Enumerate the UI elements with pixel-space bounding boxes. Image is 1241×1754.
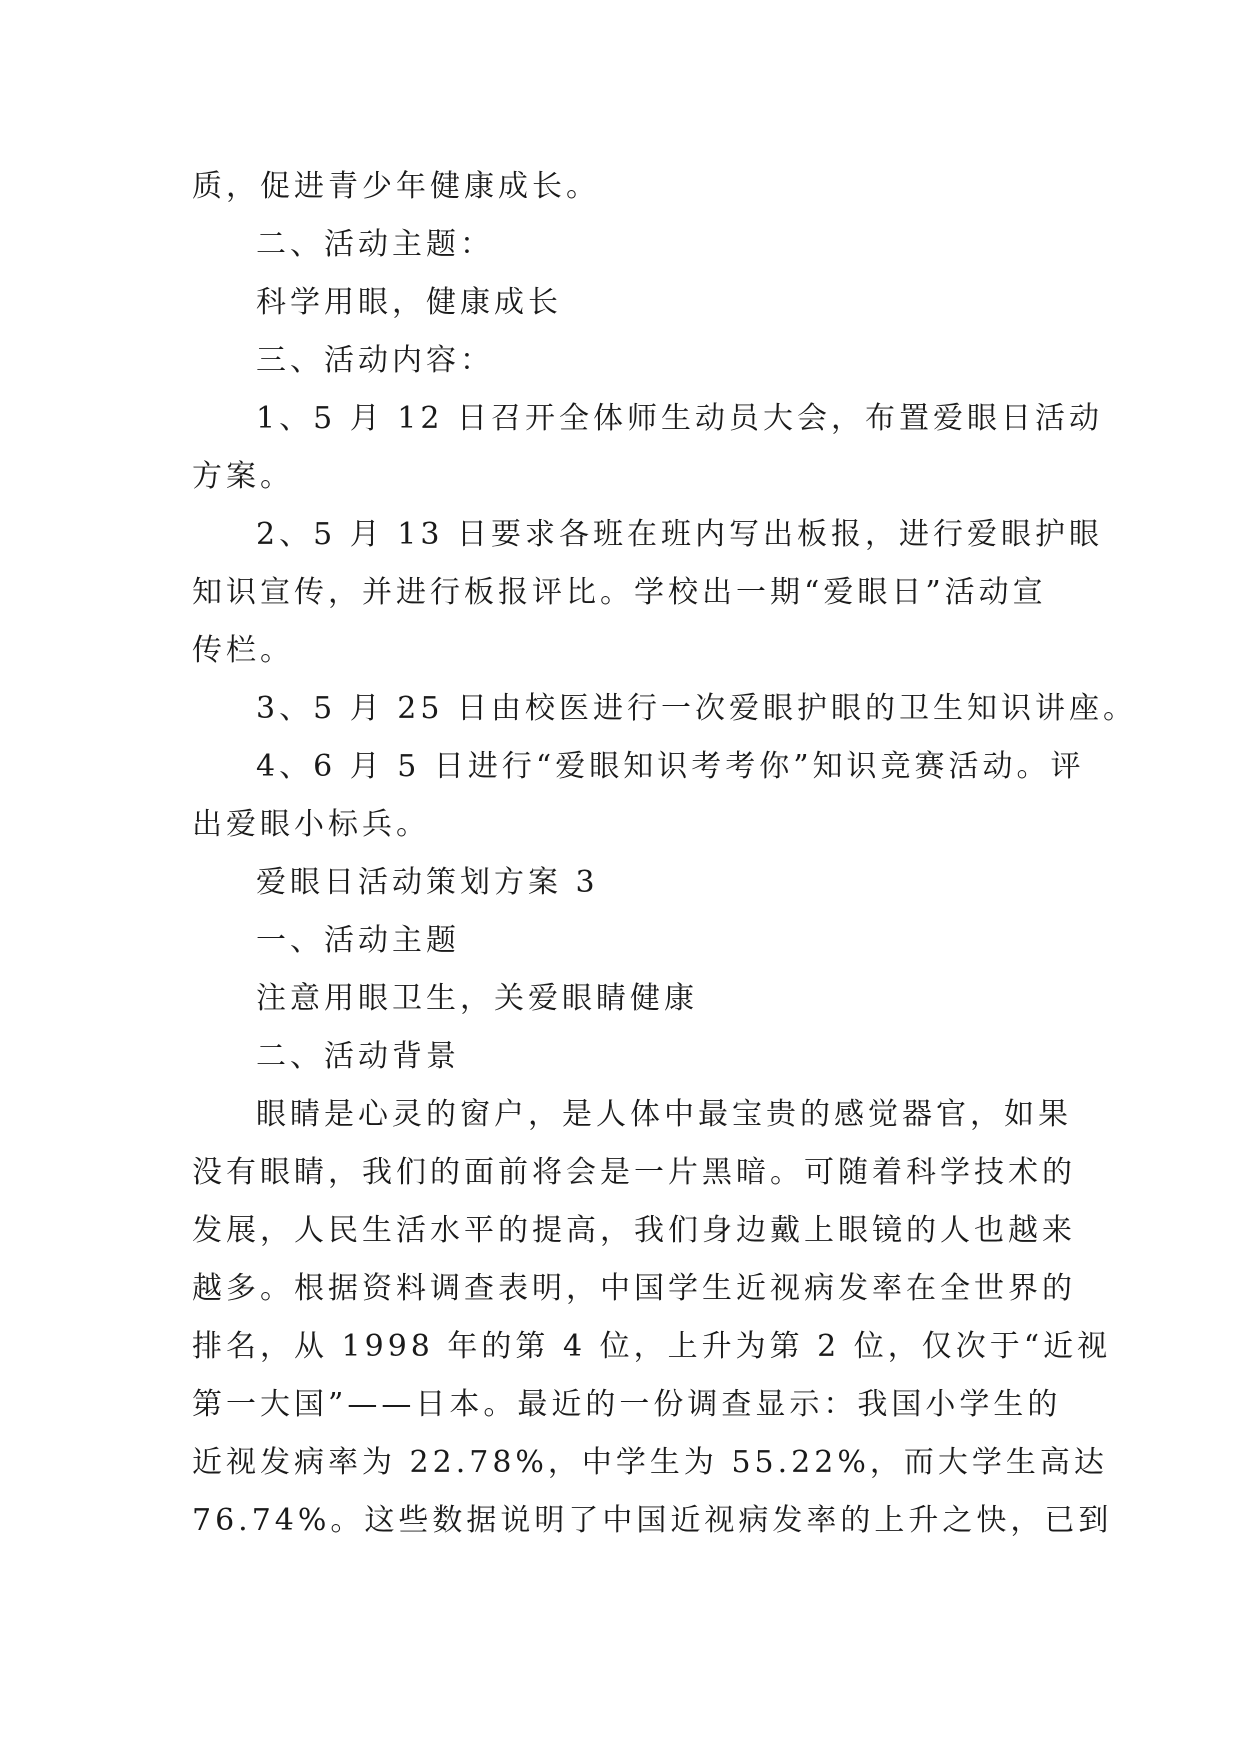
text-line: 质，促进青少年健康成长。 <box>192 169 600 204</box>
text-line: 科学用眼，健康成长 <box>256 285 562 320</box>
text-line: 4、6 月 5 日进行“爱眼知识考考你”知识竞赛活动。评 <box>256 749 1085 784</box>
text-line: 注意用眼卫生，关爱眼睛健康 <box>256 981 698 1016</box>
text-line: 没有眼睛，我们的面前将会是一片黑暗。可随着科学技术的 <box>192 1155 1076 1190</box>
document-body <box>192 158 1137 1550</box>
text-line: 排名，从 1998 年的第 4 位，上升为第 2 位，仅次于“近视 <box>192 1329 1112 1364</box>
text-line: 第一大国”——日本。最近的一份调查显示：我国小学生的 <box>192 1387 1062 1422</box>
text-line: 方案。 <box>192 459 294 494</box>
text-line: 二、活动主题： <box>256 227 494 262</box>
text-line: 3、5 月 25 日由校医进行一次爱眼护眼的卫生知识讲座。 <box>256 691 1137 726</box>
text-line: 爱眼日活动策划方案 3 <box>256 865 599 900</box>
text-line: 眼睛是心灵的窗户，是人体中最宝贵的感觉器官，如果 <box>256 1097 1072 1132</box>
text-line: 2、5 月 13 日要求各班在班内写出板报，进行爱眼护眼 <box>256 517 1103 552</box>
text-line: 传栏。 <box>192 633 294 668</box>
text-line: 一、活动主题 <box>256 923 460 958</box>
text-line: 知识宣传，并进行板报评比。学校出一期“爱眼日”活动宣 <box>192 575 1047 610</box>
text-line: 发展，人民生活水平的提高，我们身边戴上眼镜的人也越来 <box>192 1213 1076 1248</box>
text-line: 越多。根据资料调查表明，中国学生近视病发率在全世界的 <box>192 1271 1076 1306</box>
text-line: 76.74%。这些数据说明了中国近视病发率的上升之快，已到 <box>192 1503 1113 1538</box>
text-line: 出爱眼小标兵。 <box>192 807 430 842</box>
text-line: 1、5 月 12 日召开全体师生动员大会，布置爱眼日活动 <box>256 401 1103 436</box>
text-line: 三、活动内容： <box>256 343 494 378</box>
text-line: 近视发病率为 22.78%，中学生为 55.22%，而大学生高达 <box>192 1445 1108 1480</box>
text-line: 二、活动背景 <box>256 1039 460 1074</box>
